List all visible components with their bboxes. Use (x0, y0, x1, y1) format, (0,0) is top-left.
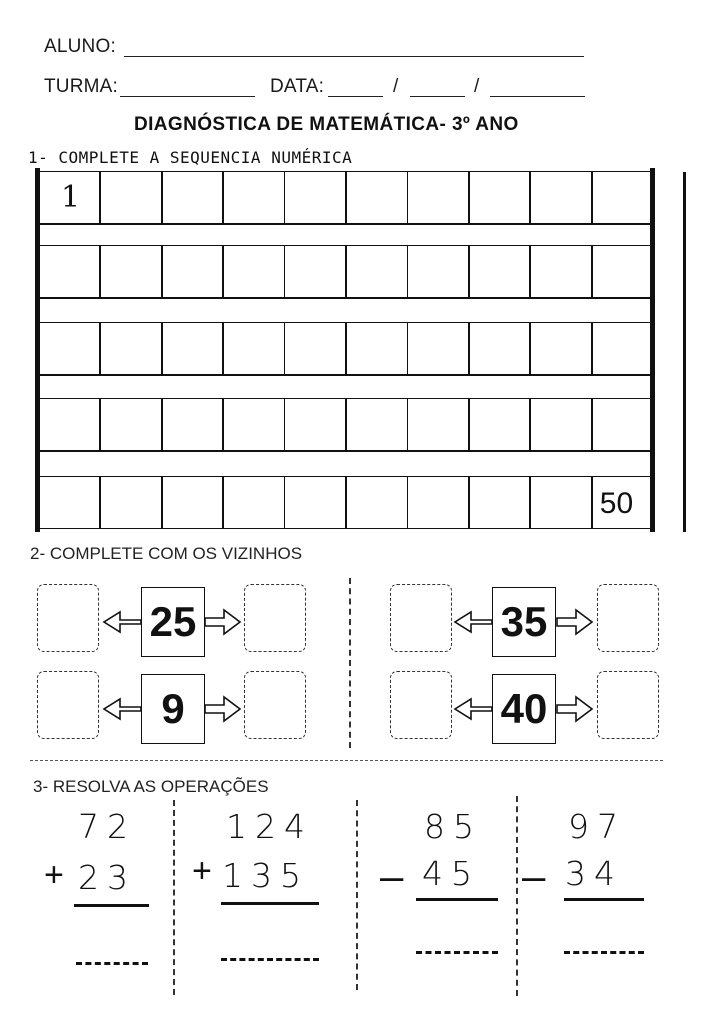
plus-sign: + (44, 856, 64, 894)
grid-cell[interactable] (99, 322, 162, 375)
grid-cell[interactable] (468, 171, 531, 224)
grid-row (38, 476, 654, 529)
grid-cell[interactable] (38, 398, 101, 451)
grid-cell[interactable] (99, 398, 162, 451)
grid-cell[interactable] (38, 322, 101, 375)
difference-line (564, 898, 644, 901)
grid-band (38, 224, 654, 225)
margin-line (683, 172, 686, 532)
section-divider (30, 760, 663, 761)
difference-line (416, 898, 498, 901)
page-title: DIAGNÓSTICA DE MATEMÁTICA- 3º ANO (134, 114, 519, 135)
grid-cell[interactable] (345, 171, 408, 224)
grid-cell[interactable] (222, 322, 285, 375)
sum-line (221, 902, 319, 905)
grid-cell[interactable] (161, 322, 224, 375)
class-field[interactable] (120, 96, 255, 97)
grid-cell[interactable] (591, 322, 654, 375)
grid-cell[interactable] (284, 476, 347, 529)
grid-cell[interactable] (345, 476, 408, 529)
grid-cell[interactable] (222, 398, 285, 451)
grid-cell[interactable] (407, 398, 470, 451)
predecessor-box[interactable] (37, 671, 99, 739)
sum-line (74, 904, 149, 907)
grid-cell (38, 171, 101, 224)
number-box: 35 (492, 587, 556, 657)
grid-cell[interactable] (345, 398, 408, 451)
grid-cell[interactable] (345, 245, 408, 298)
operand-bottom: 23 (78, 858, 136, 897)
grid-cell[interactable] (407, 476, 470, 529)
number-box: 9 (141, 674, 205, 744)
grid-cell[interactable] (591, 398, 654, 451)
number-box: 25 (141, 587, 205, 657)
answer-blank[interactable] (416, 951, 498, 954)
grid-cell[interactable] (38, 476, 101, 529)
grid-cell[interactable] (284, 245, 347, 298)
operand-bottom: 45 (422, 854, 480, 893)
student-name-field[interactable] (124, 56, 584, 57)
grid-cell[interactable] (529, 398, 592, 451)
grid-cell[interactable] (591, 245, 654, 298)
grid-cell[interactable] (345, 322, 408, 375)
column-divider (349, 578, 351, 748)
last-number: 50 (599, 487, 634, 520)
successor-box[interactable] (244, 671, 306, 739)
grid-cell[interactable] (468, 476, 531, 529)
grid-cell[interactable] (284, 398, 347, 451)
predecessor-box[interactable] (390, 671, 452, 739)
operand-bottom: 34 (565, 854, 623, 893)
date-label: DATA: (270, 76, 325, 97)
grid-cell[interactable] (38, 245, 101, 298)
successor-box[interactable] (597, 671, 659, 739)
grid-row (38, 398, 654, 451)
grid-cell[interactable] (161, 245, 224, 298)
successor-box[interactable] (244, 584, 306, 652)
grid-cell[interactable] (407, 322, 470, 375)
operand-top: 124 (226, 807, 313, 846)
grid-cell[interactable] (529, 322, 592, 375)
grid-cell[interactable] (99, 171, 162, 224)
grid-cell[interactable] (407, 245, 470, 298)
grid-cell[interactable] (222, 171, 285, 224)
grid-cell[interactable] (161, 476, 224, 529)
column-divider (173, 800, 175, 995)
grid-cell[interactable] (468, 322, 531, 375)
grid-cell[interactable] (468, 245, 531, 298)
grid-row (38, 171, 654, 224)
grid-cell[interactable] (99, 476, 162, 529)
operand-top: 72 (78, 807, 136, 846)
successor-box[interactable] (597, 584, 659, 652)
date-separator: / (393, 76, 399, 97)
plus-sign: + (192, 852, 212, 890)
grid-band (38, 451, 654, 452)
number-box: 40 (492, 674, 556, 744)
grid-band (38, 375, 654, 376)
predecessor-box[interactable] (37, 584, 99, 652)
answer-blank[interactable] (221, 958, 319, 961)
section-1-heading: 1- COMPLETE A SEQUENCIA NUMÉRICA (28, 148, 353, 167)
date-separator: / (474, 76, 480, 97)
date-month-field[interactable] (410, 96, 465, 97)
grid-cell[interactable] (591, 171, 654, 224)
first-number: 1 (61, 180, 81, 215)
section-3-heading: 3- RESOLVA AS OPERAÇÕES (33, 777, 269, 796)
grid-cell[interactable] (529, 245, 592, 298)
predecessor-box[interactable] (390, 584, 452, 652)
grid-band (38, 298, 654, 299)
grid-cell[interactable] (161, 398, 224, 451)
minus-sign: – (380, 852, 404, 899)
column-divider (356, 800, 358, 990)
grid-cell[interactable] (99, 245, 162, 298)
grid-cell (591, 476, 654, 529)
grid-cell[interactable] (222, 245, 285, 298)
grid-row (38, 245, 654, 298)
operand-top: 85 (424, 807, 482, 846)
answer-blank[interactable] (76, 962, 148, 965)
grid-cell[interactable] (222, 476, 285, 529)
minus-sign: – (522, 852, 546, 899)
section-2-heading: 2- COMPLETE COM OS VIZINHOS (30, 544, 303, 563)
grid-cell[interactable] (407, 171, 470, 224)
grid-cell[interactable] (284, 322, 347, 375)
student-label: ALUNO: (44, 36, 116, 57)
grid-row (38, 322, 654, 375)
operand-bottom: 135 (222, 856, 309, 895)
answer-blank[interactable] (564, 951, 644, 954)
column-divider (516, 796, 518, 996)
grid-cell[interactable] (529, 171, 592, 224)
operand-top: 97 (568, 807, 626, 846)
grid-cell[interactable] (161, 171, 224, 224)
grid-cell[interactable] (529, 476, 592, 529)
grid-cell[interactable] (284, 171, 347, 224)
class-label: TURMA: (44, 76, 119, 97)
date-day-field[interactable] (328, 96, 383, 97)
grid-cell[interactable] (468, 398, 531, 451)
date-year-field[interactable] (490, 96, 585, 97)
